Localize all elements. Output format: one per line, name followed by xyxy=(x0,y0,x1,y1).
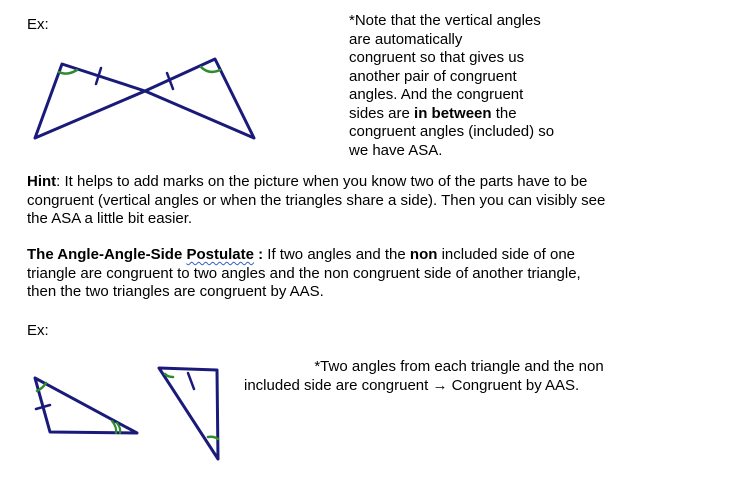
aas-right-triangle xyxy=(159,368,218,459)
hint-line xyxy=(27,173,717,192)
aas-title-postulate: Postulate xyxy=(186,246,254,263)
aas-line: then the two triangles are congruent by AAS. xyxy=(27,283,324,300)
example2-note-line xyxy=(244,377,664,396)
aas-right-bottom-angle-arc xyxy=(208,437,218,439)
example2-note xyxy=(244,358,664,395)
hint-label: Hint xyxy=(27,173,57,190)
example2-note-line: *Two angles from each triangle and the non xyxy=(314,358,604,375)
hint-paragraph xyxy=(27,173,717,229)
arrow-icon: → xyxy=(432,376,448,394)
note-text: the xyxy=(491,104,517,122)
aas-postulate-paragraph xyxy=(27,246,717,302)
hint-text: : It helps to add marks on the picture when you know two of the parts have to be xyxy=(56,173,588,190)
note-bold-in-between: in between xyxy=(414,104,492,122)
bowtie-figure xyxy=(35,59,254,138)
example1-note-line: congruent angles (included) so xyxy=(349,123,555,140)
hint-line: congruent (vertical angles or when the triangles share a side). Then you can visibly see xyxy=(27,191,606,209)
bowtie-right-triangle xyxy=(145,59,254,138)
aas-line xyxy=(27,246,717,265)
aas-text: If two angles and the xyxy=(263,246,410,263)
bowtie-right-angle-arc xyxy=(201,67,220,72)
example1-note-line xyxy=(349,105,599,124)
aas-right-tick xyxy=(188,373,194,389)
example1-note-line: another pair of congruent xyxy=(349,67,517,85)
example1-note-line: congruent so that gives us xyxy=(349,49,525,66)
example1-note-line: we have ASA. xyxy=(349,141,443,159)
aas-figure xyxy=(35,368,218,459)
bowtie-left-angle-arc xyxy=(59,70,77,74)
aas-text: included side of one xyxy=(437,246,576,263)
note-text: included side are congruent xyxy=(244,376,433,394)
note-text: Congruent by AAS. xyxy=(447,376,580,394)
example1-note-line: angles. And the congruent xyxy=(349,86,524,103)
aas-title-part: The Angle-Angle-Side xyxy=(27,246,187,263)
note-text: sides are xyxy=(349,104,415,122)
example1-note-line: are automatically xyxy=(349,30,463,48)
aas-title-part: : xyxy=(253,246,264,263)
aas-title xyxy=(27,246,263,263)
example2-label: Ex: xyxy=(27,322,49,339)
example1-label: Ex: xyxy=(27,16,49,33)
example1-note xyxy=(349,12,599,160)
example1-note-line: *Note that the vertical angles xyxy=(349,12,541,29)
hint-line: the ASA a little bit easier. xyxy=(27,210,193,227)
bowtie-left-triangle xyxy=(35,64,145,138)
aas-bold-non: non xyxy=(409,246,438,263)
aas-line: triangle are congruent to two angles and the non congruent side of another triangle, xyxy=(27,264,581,282)
